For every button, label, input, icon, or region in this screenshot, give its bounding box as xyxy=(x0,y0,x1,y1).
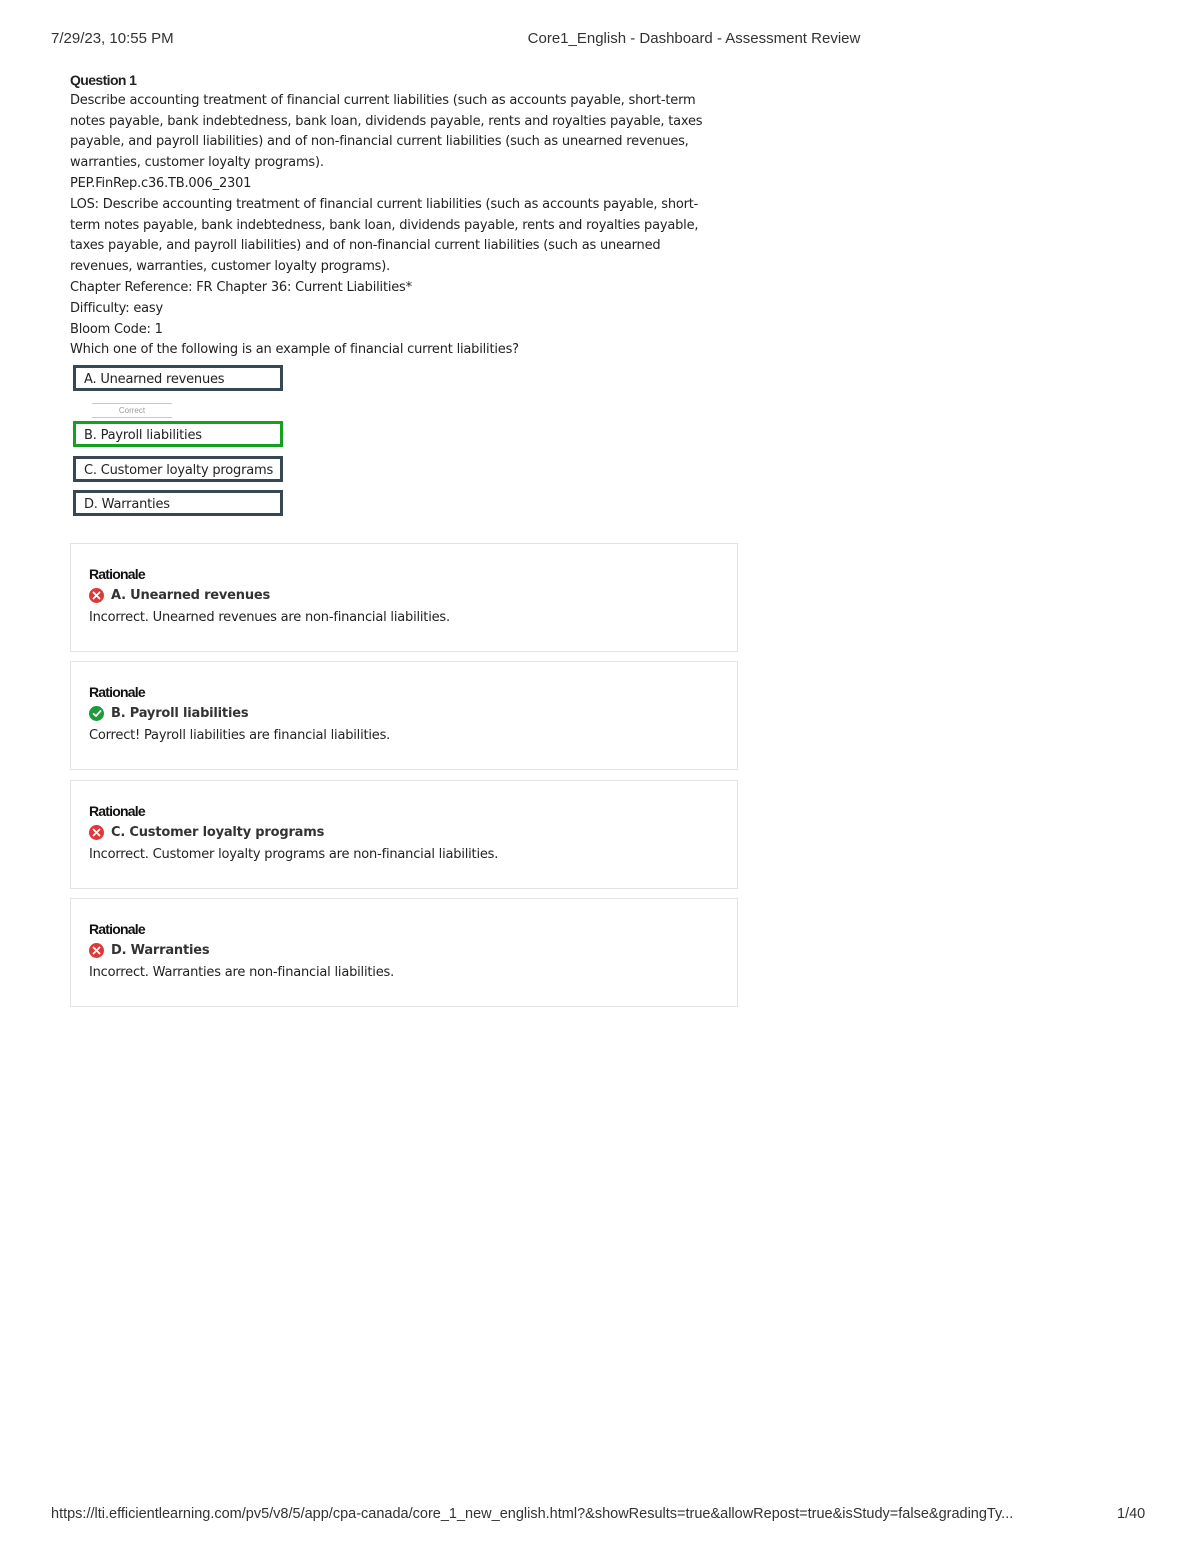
x-circle-icon xyxy=(89,588,104,603)
option-d[interactable]: D. Warranties xyxy=(73,490,283,516)
rationale-answer xyxy=(89,706,248,721)
los-text-line: revenues, warranties, customer loyalty programs). xyxy=(70,259,391,275)
rationale-card-a xyxy=(70,543,738,652)
answer-options xyxy=(70,365,738,529)
correct-tag: Correct xyxy=(92,403,172,418)
rationale-card-d xyxy=(70,898,738,1007)
rationale-answer xyxy=(89,943,209,958)
question-text-line: Describe accounting treatment of financial current liabilities (such as accounts payable, short-term xyxy=(70,92,696,108)
option-c[interactable]: C. Customer loyalty programs xyxy=(73,456,283,482)
question-block xyxy=(70,70,738,529)
rationale-answer-label: D. Warranties xyxy=(111,943,210,958)
rationale-answer xyxy=(89,825,324,840)
chapter-reference: Chapter Reference: FR Chapter 36: Current Liabilities* xyxy=(70,279,412,295)
page-number: 1/40 xyxy=(1117,1506,1146,1522)
los-text-line: LOS: Describe accounting treatment of financial current liabilities (such as accounts payable, short- xyxy=(70,196,699,212)
rationale-title: Rationale xyxy=(89,921,145,937)
print-datetime: 7/29/23, 10:55 PM xyxy=(51,30,174,47)
print-page-title: Core1_English - Dashboard - Assessment Review xyxy=(527,30,861,47)
question-text-line: warranties, customer loyalty programs). xyxy=(70,155,324,171)
question-text-line: payable, and payroll liabilities) and of non-financial current liabilities (such as unearned revenues, xyxy=(70,134,689,150)
rationale-title: Rationale xyxy=(89,684,145,700)
question-id: PEP.FinRep.c36.TB.006_2301 xyxy=(70,175,252,191)
rationale-title: Rationale xyxy=(89,803,145,819)
rationale-title: Rationale xyxy=(89,566,145,582)
option-b[interactable]: B. Payroll liabilities xyxy=(73,421,283,447)
los-text-line: term notes payable, bank indebtedness, bank loan, dividends payable, rents and royalties payable, xyxy=(70,217,699,233)
rationale-explanation: Correct! Payroll liabilities are financial liabilities. xyxy=(89,728,391,743)
option-a[interactable]: A. Unearned revenues xyxy=(73,365,283,391)
rationale-explanation: Incorrect. Unearned revenues are non-financial liabilities. xyxy=(89,610,450,625)
question-title: Question 1 xyxy=(70,72,137,88)
check-circle-icon xyxy=(89,706,104,721)
rationale-explanation: Incorrect. Customer loyalty programs are non-financial liabilities. xyxy=(89,847,499,862)
rationale-answer-label: C. Customer loyalty programs xyxy=(111,825,325,840)
bloom-code: Bloom Code: 1 xyxy=(70,321,163,337)
question-text-line: notes payable, bank indebtedness, bank loan, dividends payable, rents and royalties payable, taxes xyxy=(70,113,703,129)
rationale-card-b xyxy=(70,661,738,770)
difficulty: Difficulty: easy xyxy=(70,300,163,316)
los-text-line: taxes payable, and payroll liabilities) and of non-financial current liabilities (such as unearned xyxy=(70,238,661,254)
rationale-answer xyxy=(89,588,270,603)
rationale-card-c xyxy=(70,780,738,889)
rationale-answer-label: B. Payroll liabilities xyxy=(111,706,249,721)
question-prompt: Which one of the following is an example of financial current liabilities? xyxy=(70,342,519,358)
x-circle-icon xyxy=(89,943,104,958)
rationale-answer-label: A. Unearned revenues xyxy=(111,588,271,603)
x-circle-icon xyxy=(89,825,104,840)
print-url: https://lti.efficientlearning.com/pv5/v8/5/app/cpa-canada/core_1_new_english.html?&showResults=true&allowRepost=true&isStudy=false&gradingTy... xyxy=(51,1506,1014,1522)
rationale-explanation: Incorrect. Warranties are non-financial liabilities. xyxy=(89,965,394,980)
